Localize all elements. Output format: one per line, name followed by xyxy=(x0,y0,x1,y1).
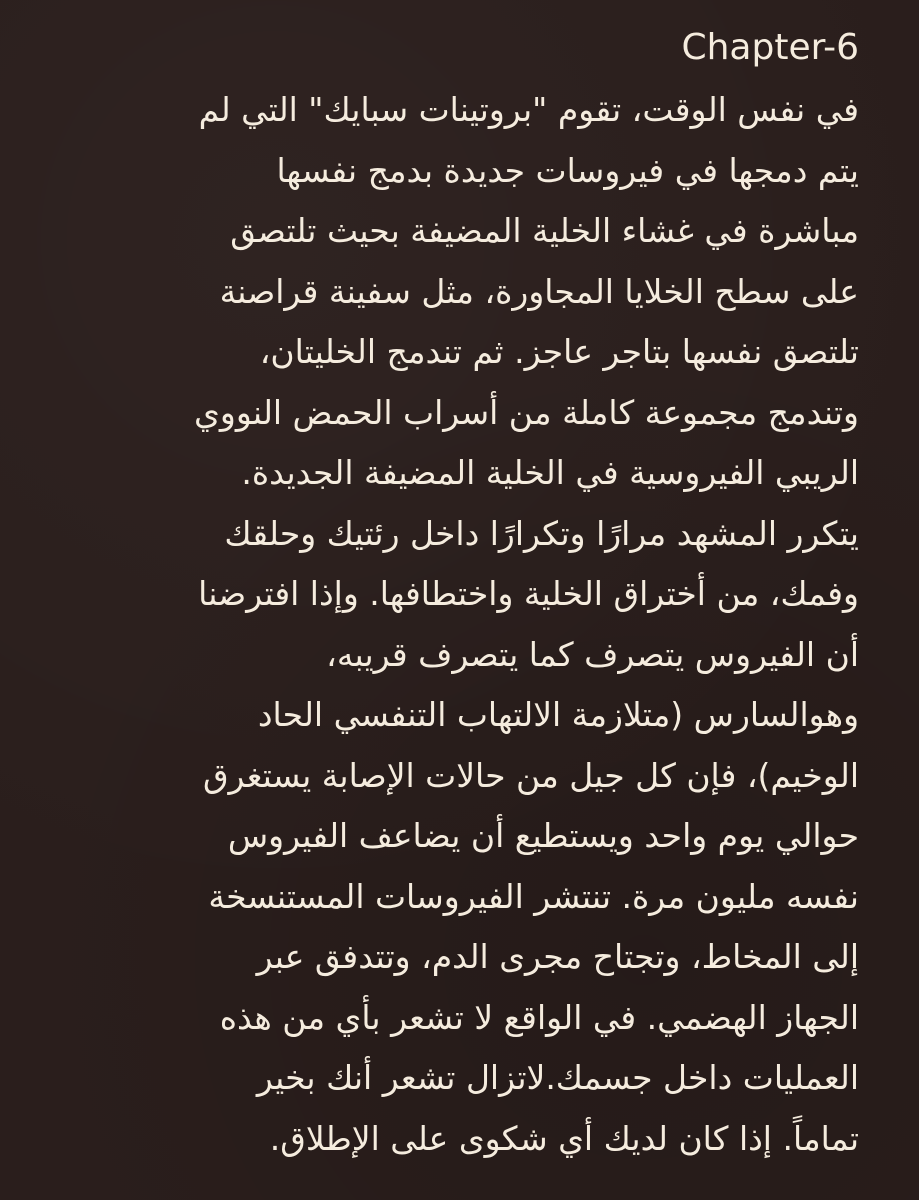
text-line: يتم دمجها في فيروسات جديدة بدمج نفسها xyxy=(276,150,859,190)
text-line: حوالي يوم واحد ويستطيع أن يضاعف الفيروس xyxy=(227,816,859,855)
text-line: الريبي الفيروسية في الخلية المضيفة الجديدة. xyxy=(241,453,859,492)
text-line: الوخيم)، فإن كل جيل من حالات الإصابة يستغرق xyxy=(202,755,859,795)
text-line: تماماً. إذا كان لديك أي شكوى على الإطلاق. xyxy=(269,1118,859,1158)
text-line: إلى المخاط، وتجتاح مجرى الدم، وتتدفق عبر xyxy=(256,937,859,976)
chapter-heading: Chapter-6 xyxy=(681,27,859,68)
text-line: وتندمج مجموعة كاملة من أسراب الحمض النووي xyxy=(194,392,859,432)
text-line: على سطح الخلايا المجاورة، مثل سفينة قراصنة xyxy=(219,271,859,311)
text-line: الجهاز الهضمي. في الواقع لا تشعر بأي من هذه xyxy=(219,997,859,1037)
text-line: نفسه مليون مرة. تنتشر الفيروسات المستنسخة xyxy=(208,876,859,916)
text-line: أن الفيروس يتصرف كما يتصرف قريبه، xyxy=(326,634,859,674)
text-line: يتكرر المشهد مرارًا وتكرارًا داخل رئتيك وحلقك xyxy=(224,513,859,553)
text-line: تلتصق نفسها بتاجر عاجز. ثم تندمج الخليتان، xyxy=(259,332,859,371)
text-line: وفمك، من أختراق الخلية واختطافها. وإذا افترضنا xyxy=(198,574,859,613)
text-line: وهوالسارس (متلازمة الالتهاب التنفسي الحاد xyxy=(257,695,859,734)
text-line: في نفس الوقت، تقوم "بروتينات سبايك" التي لم xyxy=(198,90,859,129)
text-line: مباشرة في غشاء الخلية المضيفة بحيث تلتصق xyxy=(230,211,859,250)
text-line: العمليات داخل جسمك.لاتزال تشعر أنك بخير xyxy=(256,1058,859,1097)
body-paragraph xyxy=(59,80,859,1169)
